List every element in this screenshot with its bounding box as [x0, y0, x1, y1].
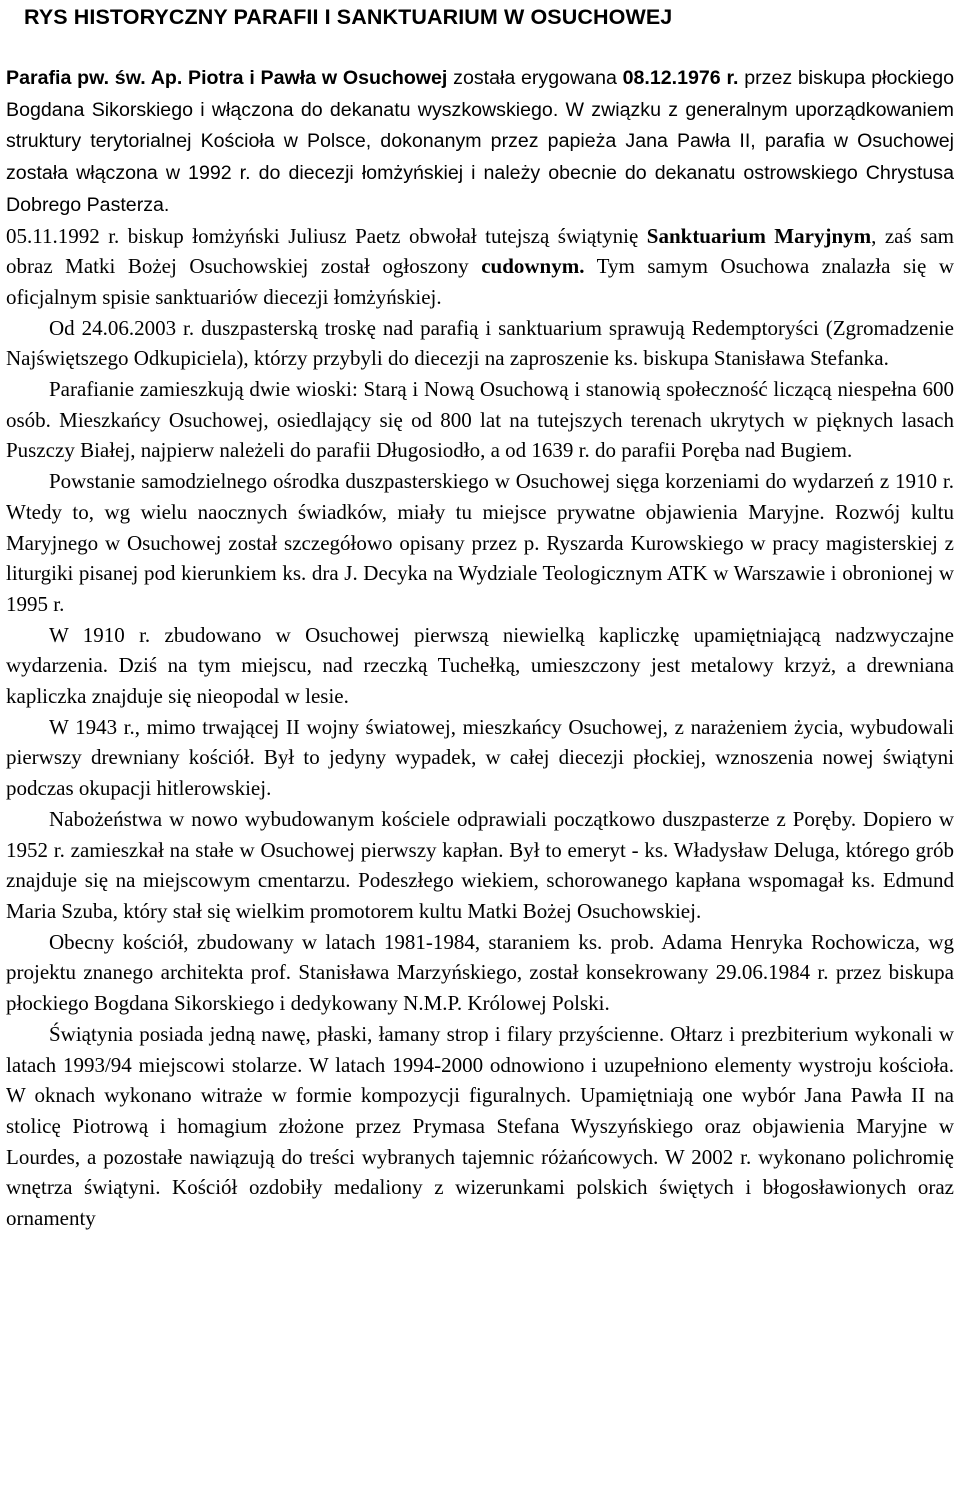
title-spacer [6, 48, 954, 62]
paragraph-interior: Świątynia posiada jedną nawę, płaski, łamany strop i filary przyścienne. Ołtarz i prezbiterium wykonali w latach 1993/94 miejscowi stolarze. W latach 1994-2000 odnowiono i uzupełniono elementy wystroju kościoła. W oknach wykonano witraże w formie kompozycji figuralnych. Upamiętniają one wybór Jana Pawła II na stolicę Piotrową i homagium złożone przez Prymasa Stefana Wyszyńskiego oraz objawienia Maryjne w Lourdes, a pozostałe nawiązują do treści wybranych tajemnic różańcowych. W 2002 r. wykonano polichromię wnętrza świątyni. Kościół ozdobiły medaliony z wizerunkami polskich świętych i błogosławionych oraz ornamenty [6, 1021, 954, 1231]
sanctuary-middle: , zaś sam obraz Matki Bożej Osuchowskiej został ogłoszony [6, 223, 954, 279]
sanctuary-end: Tym samym Osuchowa znalazła się w oficjalnym spisie sanktuariów diecezji łomżyńskiej. [6, 254, 954, 309]
paragraph-sanctuary [6, 221, 954, 313]
paragraph-parish-founding [6, 62, 954, 221]
founding-text: została erygowana [447, 67, 623, 89]
paragraph-revelations: Powstanie samodzielnego ośrodka duszpasterskiego w Osuchowej sięga korzeniami do wydarzeń z 1910 r. Wtedy to, wg wielu naocznych świadków, miały tu miejsce prywatne objawienia Maryjne. Rozwój kultu Maryjnego w Osuchowej został szczegółowo opisany przez p. Ryszarda Kurowskiego w pracy magisterskiej z liturgiki pisanej pod kierunkiem ks. dra J. Decyka na Wydziale Teologicznym ATK w Warszawie i obronionej w 1995 r. [6, 469, 954, 616]
founding-details: przez biskupa płockiego Bogdana Sikorskiego i włączona do dekanatu wyszkowskiego. W związku z generalnym uporządkowaniem struktury terytorialnej Kościoła w Polsce, dokonanym przez papieża Jana Pawła II, parafia w Osuchowej została włączona w 1992 r. do diecezji łomżyńskiej i należy obecnie do dekanatu ostrowskiego Chrystusa Dobrego Pasterza. [6, 67, 954, 216]
paragraph-wooden-church: W 1943 r., mimo trwającej II wojny światowej, mieszkańcy Osuchowej, z narażeniem życia, wybudowali pierwszy drewniany kościół. Był to jedyny wypadek, w całej diecezji płockiej, wznoszenia nowej świątyni podczas okupacji hitlerowskiej. [6, 714, 954, 801]
paragraph-parishioners: Parafianie zamieszkują dwie wioski: Starą i Nową Osuchową i stanowią społeczność liczącą niespełna 600 osób. Mieszkańcy Osuchowej, osiedlający się od 800 lat na tutejszych terenach ukrytych w pięknych lasach Puszczy Białej, najpierw należeli do parafii Długosiodło, a od 1639 r. do parafii Poręba nad Bugiem. [6, 377, 954, 463]
paragraph-first-chapel: W 1910 r. zbudowano w Osuchowej pierwszą niewielką kapliczkę upamiętniającą nadzwyczajne wydarzenia. Dziś na tym miejscu, nad rzeczką Tuchełką, umieszczony jest metalowy krzyż, a drewniana kapliczka znajduje się nieopodal w lesie. [6, 622, 954, 709]
founding-date: 08.12.1976 r. [622, 67, 739, 89]
document-title: RYS HISTORYCZNY PARAFII I SANKTUARIUM W OSUCHOWEJ [24, 5, 673, 29]
paragraph-first-priest: Nabożeństwa w nowo wybudowanym kościele odprawiali początkowo duszpasterze z Poręby. Dopiero w 1952 r. zamieszkał na stałe w Osuchowej pierwszy kapłan. Był to emeryt - ks. Władysław Deluga, którego grób znajduje się na miejscowym cmentarzu. Podeszłego wiekiem, schorowanego kapłana wspomagał ks. Edmund Maria Szuba, który stał się wielkim promotorem kultu Matki Bożej Osuchowskiej. [6, 806, 954, 923]
sanctuary-title: Sanktuarium Maryjnym [646, 223, 872, 248]
miraculous-word: cudownym. [481, 254, 585, 279]
paragraph-redemptorists: Od 24.06.2003 r. duszpasterską troskę nad parafią i sanktuarium sprawują Redemptoryści (Zgromadzenie Najświętszego Odkupiciela), którzy przybyli do diecezji na zaproszenie ks. biskupa Stanisława Stefanka. [6, 315, 954, 371]
parish-name: Parafia pw. św. Ap. Piotra i Pawła w Osuchowej [6, 67, 448, 89]
sanctuary-intro: 05.11.1992 r. biskup łomżyński Juliusz Paetz obwołał tutejszą świątynię [6, 223, 647, 248]
paragraph-current-church: Obecny kościół, zbudowany w latach 1981-1984, staraniem ks. prob. Adama Henryka Rochowicza, wg projektu znanego architekta prof. Stanisława Marzyńskiego, został konsekrowany 29.06.1984 r. przez biskupa płockiego Bogdana Sikorskiego i dedykowany N.M.P. Królowej Polski. [6, 929, 954, 1016]
